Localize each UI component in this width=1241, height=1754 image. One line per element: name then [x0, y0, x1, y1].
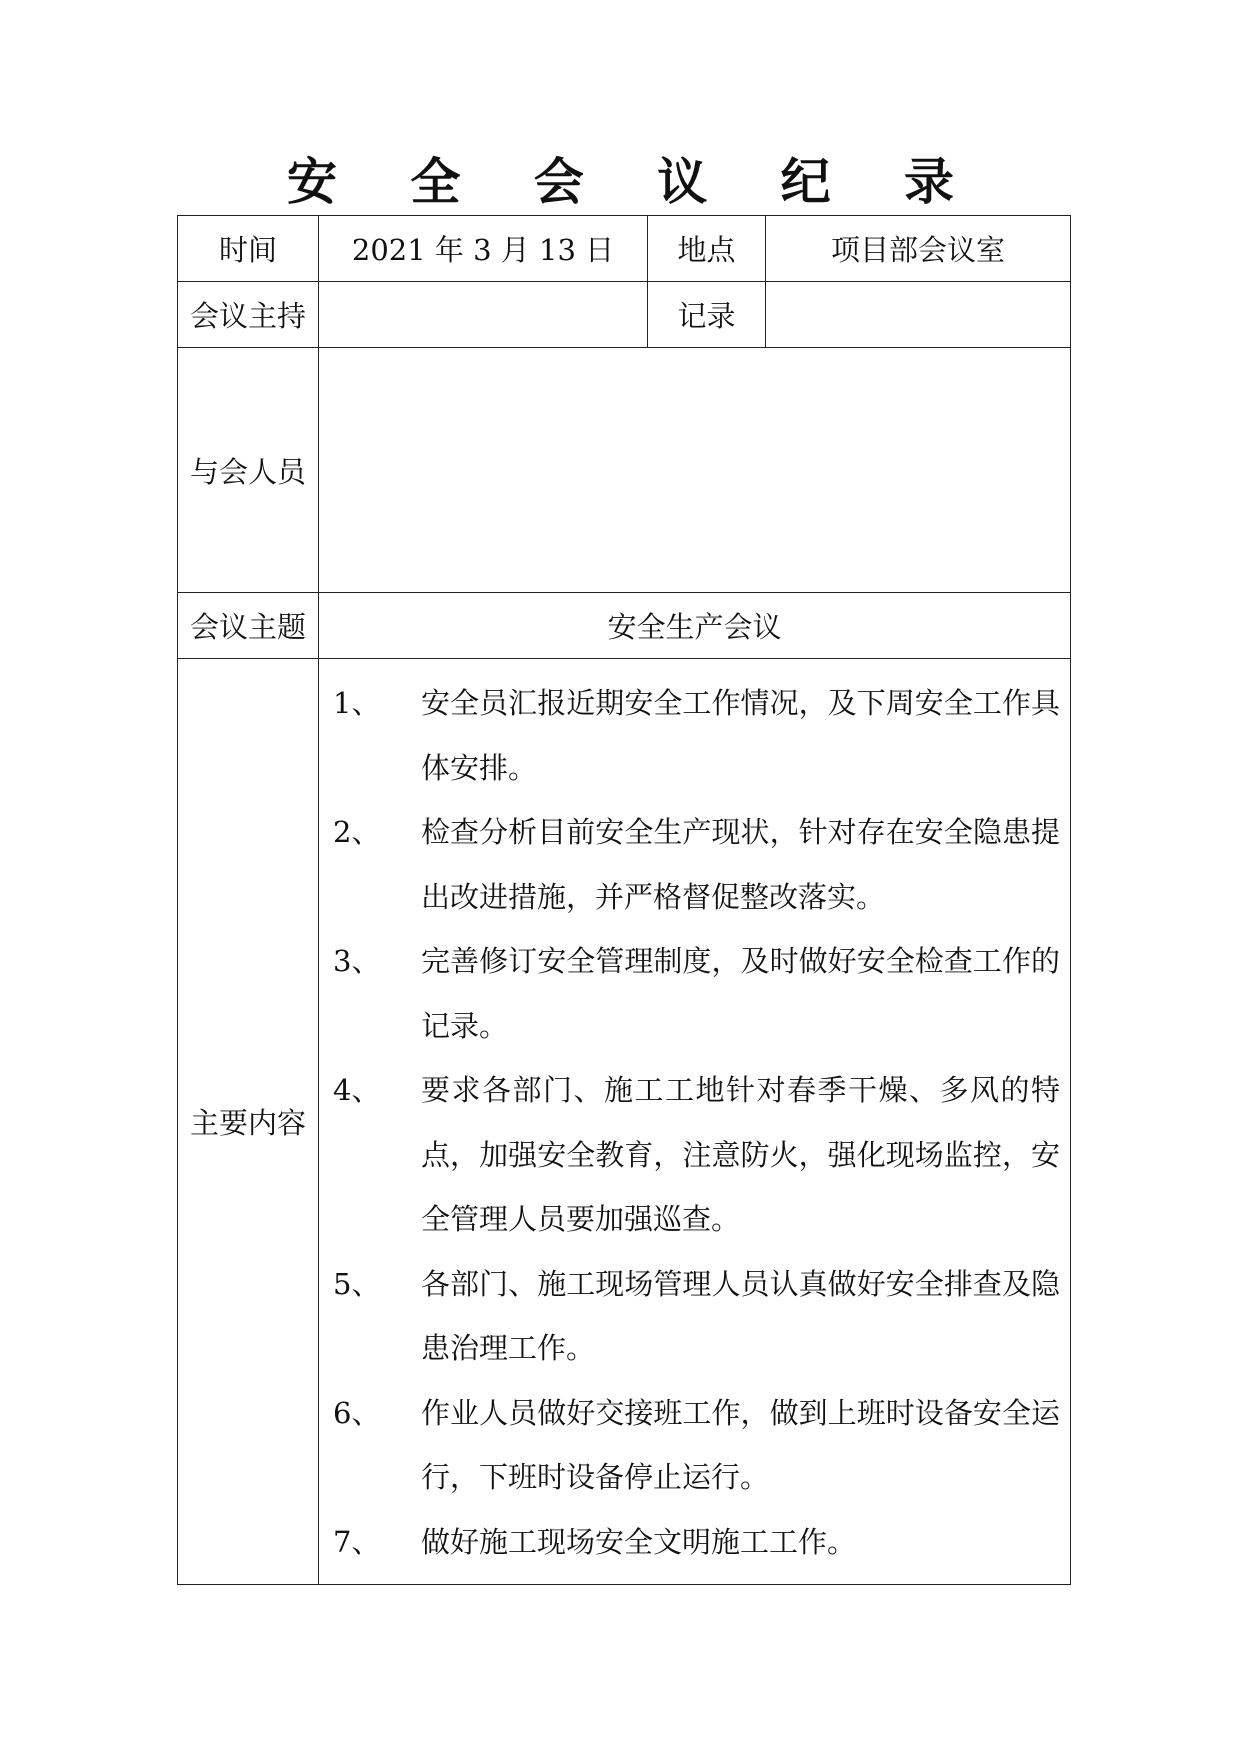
content-item-7: [333, 1510, 1060, 1575]
item-number: 1、: [333, 686, 381, 720]
time-value: 2021 年 3 月 13 日: [319, 216, 648, 282]
place-value: 项目部会议室: [766, 216, 1071, 282]
topic-value: 安全生产会议: [319, 593, 1071, 659]
item-text: 各部门、施工现场管理人员认真做好安全排查及隐患治理工作。: [421, 1266, 1060, 1365]
item-number: 7、: [333, 1524, 381, 1559]
item-text: 检查分析目前安全生产现状，针对存在安全隐患提出改进措施，并严格督促整改落实。: [421, 815, 1060, 914]
host-recorder-row: [178, 282, 1071, 348]
host-value: [319, 282, 648, 348]
content-list: [333, 671, 1060, 1574]
item-number: 4、: [333, 1073, 381, 1107]
content-item-4: [333, 1058, 1060, 1252]
page-title: 安 全 会 议 纪 录: [286, 152, 983, 211]
topic-row: [178, 593, 1071, 659]
content-item-1: [333, 671, 1060, 800]
item-text: 完善修订安全管理制度，及时做好安全检查工作的记录。: [421, 944, 1060, 1043]
item-text: 要求各部门、施工工地针对春季干燥、多风的特点，加强安全教育，注意防火，强化现场监控，安全管理人员要加强巡查。: [421, 1073, 1060, 1236]
item-text: 作业人员做好交接班工作，做到上班时设备安全运行，下班时设备停止运行。: [421, 1395, 1060, 1494]
meeting-record-table: [177, 215, 1071, 1585]
attendees-value: [319, 348, 1071, 593]
item-text: 做好施工现场安全文明施工工作。: [421, 1524, 857, 1559]
recorder-value: [766, 282, 1071, 348]
content-item-3: [333, 929, 1060, 1058]
content-body: [319, 659, 1071, 1585]
content-row: [178, 659, 1071, 1585]
content-item-5: [333, 1252, 1060, 1381]
topic-label: 会议主题: [178, 593, 319, 659]
item-number: 5、: [333, 1266, 381, 1301]
attendees-row: [178, 348, 1071, 593]
item-number: 2、: [333, 815, 381, 849]
item-number: 3、: [333, 944, 381, 978]
content-label: 主要内容: [178, 659, 319, 1585]
content-item-6: [333, 1381, 1060, 1510]
attendees-label: 与会人员: [178, 348, 319, 593]
time-label: 时间: [178, 216, 319, 282]
content-item-2: [333, 800, 1060, 929]
host-label: 会议主持: [178, 282, 319, 348]
place-label: 地点: [648, 216, 766, 282]
item-text: 安全员汇报近期安全工作情况，及下周安全工作具体安排。: [421, 686, 1060, 785]
recorder-label: 记录: [648, 282, 766, 348]
time-place-row: [178, 216, 1071, 282]
item-number: 6、: [333, 1395, 381, 1430]
